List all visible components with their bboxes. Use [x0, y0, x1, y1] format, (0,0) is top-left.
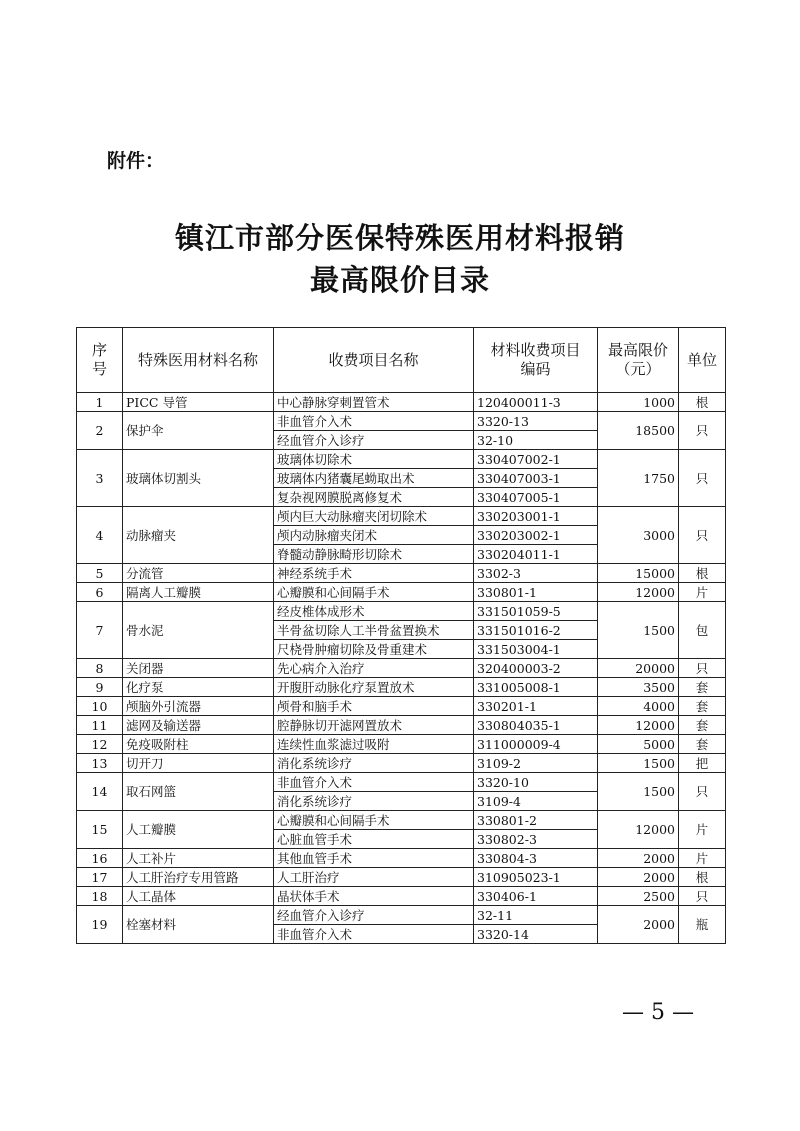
table-row: [77, 602, 726, 621]
document-title: 镇江市部分医保特殊医用材料报销: [174, 221, 625, 255]
cell-unit: 只: [679, 412, 726, 450]
cell-unit: 包: [679, 602, 726, 659]
cell-price: 2000: [598, 868, 679, 887]
header-seq: 序号: [77, 328, 123, 393]
cell-code: 330204011-1: [474, 545, 598, 564]
attachment-label: 附件：: [107, 150, 165, 172]
cell-project: 半骨盆切除人工半骨盆置换术: [274, 621, 474, 640]
cell-material: 人工晶体: [123, 887, 274, 906]
cell-code: 330804-3: [474, 849, 598, 868]
cell-price: 15000: [598, 564, 679, 583]
cell-code: 3109-4: [474, 792, 598, 811]
cell-project: 心瓣膜和心间隔手术: [274, 583, 474, 602]
table-row: [77, 773, 726, 792]
table-row: [77, 564, 726, 583]
cell-code: 330407002-1: [474, 450, 598, 469]
cell-project: 神经系统手术: [274, 564, 474, 583]
cell-price: 1750: [598, 450, 679, 507]
cell-project: 消化系统诊疗: [274, 792, 474, 811]
cell-project: 经血管介入诊疗: [274, 906, 474, 925]
cell-code: 3320-14: [474, 925, 598, 944]
cell-project: 非血管介入术: [274, 773, 474, 792]
table-row: [77, 659, 726, 678]
cell-seq: 7: [77, 602, 123, 659]
cell-price: 4000: [598, 697, 679, 716]
table-row: [77, 393, 726, 412]
cell-code: 32-11: [474, 906, 598, 925]
cell-project: 消化系统诊疗: [274, 754, 474, 773]
cell-project: 人工肝治疗: [274, 868, 474, 887]
cell-project: 连续性血浆滤过吸附: [274, 735, 474, 754]
cell-price: 2500: [598, 887, 679, 906]
cell-code: 330801-1: [474, 583, 598, 602]
page-number: — 5 —: [622, 1000, 694, 1025]
cell-material: 隔离人工瓣膜: [123, 583, 274, 602]
cell-project: 玻璃体内猪囊尾蚴取出术: [274, 469, 474, 488]
cell-price: 2000: [598, 849, 679, 868]
cell-seq: 3: [77, 450, 123, 507]
table-row: [77, 507, 726, 526]
cell-code: 330801-2: [474, 811, 598, 830]
cell-material: 颅脑外引流器: [123, 697, 274, 716]
cell-price: 3500: [598, 678, 679, 697]
cell-unit: 根: [679, 868, 726, 887]
cell-project: 玻璃体切除术: [274, 450, 474, 469]
cell-code: 3320-13: [474, 412, 598, 431]
table-body: [77, 393, 726, 944]
cell-material: 取石网篮: [123, 773, 274, 811]
header-project: 收费项目名称: [274, 328, 474, 393]
cell-material: 人工补片: [123, 849, 274, 868]
cell-material: 切开刀: [123, 754, 274, 773]
cell-unit: 瓶: [679, 906, 726, 944]
cell-unit: 把: [679, 754, 726, 773]
cell-seq: 17: [77, 868, 123, 887]
cell-price: 12000: [598, 583, 679, 602]
cell-code: 331005008-1: [474, 678, 598, 697]
table-row: [77, 716, 726, 735]
cell-unit: 根: [679, 393, 726, 412]
cell-seq: 1: [77, 393, 123, 412]
cell-code: 331501016-2: [474, 621, 598, 640]
table-row: [77, 811, 726, 830]
cell-code: 330203001-1: [474, 507, 598, 526]
table-row: [77, 697, 726, 716]
cell-material: 化疗泵: [123, 678, 274, 697]
cell-price: 12000: [598, 716, 679, 735]
cell-material: 关闭器: [123, 659, 274, 678]
cell-unit: 套: [679, 716, 726, 735]
cell-seq: 6: [77, 583, 123, 602]
header-price: 最高限价（元）: [598, 328, 679, 393]
table-row: [77, 735, 726, 754]
table-row: [77, 849, 726, 868]
cell-unit: 套: [679, 678, 726, 697]
cell-code: 3302-3: [474, 564, 598, 583]
cell-price: 18500: [598, 412, 679, 450]
cell-material: 动脉瘤夹: [123, 507, 274, 564]
cell-project: 复杂视网膜脱离修复术: [274, 488, 474, 507]
cell-seq: 12: [77, 735, 123, 754]
cell-unit: 只: [679, 507, 726, 564]
header-row: [77, 328, 726, 393]
cell-price: 2000: [598, 906, 679, 944]
table-row: [77, 868, 726, 887]
header-material: 特殊医用材料名称: [123, 328, 274, 393]
cell-seq: 2: [77, 412, 123, 450]
cell-code: 3109-2: [474, 754, 598, 773]
table-row: [77, 754, 726, 773]
cell-project: 腔静脉切开滤网置放术: [274, 716, 474, 735]
cell-project: 颅内动脉瘤夹闭术: [274, 526, 474, 545]
document-subtitle: 最高限价目录: [309, 263, 490, 297]
header-unit: 单位: [679, 328, 726, 393]
table-row: [77, 412, 726, 431]
cell-seq: 19: [77, 906, 123, 944]
cell-code: 330406-1: [474, 887, 598, 906]
cell-material: 人工肝治疗专用管路: [123, 868, 274, 887]
cell-project: 其他血管手术: [274, 849, 474, 868]
header-code: 材料收费项目编码: [474, 328, 598, 393]
cell-unit: 只: [679, 887, 726, 906]
cell-unit: 片: [679, 849, 726, 868]
cell-project: 先心病介入治疗: [274, 659, 474, 678]
cell-seq: 8: [77, 659, 123, 678]
cell-seq: 15: [77, 811, 123, 849]
cell-seq: 14: [77, 773, 123, 811]
cell-material: 滤网及输送器: [123, 716, 274, 735]
cell-price: 1000: [598, 393, 679, 412]
cell-material: 保护伞: [123, 412, 274, 450]
cell-price: 1500: [598, 773, 679, 811]
cell-unit: 套: [679, 735, 726, 754]
cell-material: 人工瓣膜: [123, 811, 274, 849]
cell-code: 311000009-4: [474, 735, 598, 754]
cell-seq: 18: [77, 887, 123, 906]
cell-project: 心瓣膜和心间隔手术: [274, 811, 474, 830]
cell-unit: 片: [679, 583, 726, 602]
cell-seq: 11: [77, 716, 123, 735]
cell-project: 非血管介入术: [274, 925, 474, 944]
cell-project: 非血管介入术: [274, 412, 474, 431]
cell-code: 32-10: [474, 431, 598, 450]
cell-project: 中心静脉穿刺置管术: [274, 393, 474, 412]
table-row: [77, 887, 726, 906]
cell-project: 开腹肝动脉化疗泵置放术: [274, 678, 474, 697]
cell-material: PICC 导管: [123, 393, 274, 412]
cell-price: 20000: [598, 659, 679, 678]
table-row: [77, 583, 726, 602]
cell-project: 经皮椎体成形术: [274, 602, 474, 621]
cell-code: 330804035-1: [474, 716, 598, 735]
cell-project: 颅内巨大动脉瘤夹闭切除术: [274, 507, 474, 526]
cell-code: 310905023-1: [474, 868, 598, 887]
cell-price: 5000: [598, 735, 679, 754]
cell-material: 玻璃体切割头: [123, 450, 274, 507]
cell-code: 330203002-1: [474, 526, 598, 545]
cell-project: 经血管介入诊疗: [274, 431, 474, 450]
cell-material: 分流管: [123, 564, 274, 583]
cell-price: 12000: [598, 811, 679, 849]
cell-code: 120400011-3: [474, 393, 598, 412]
cell-project: 心脏血管手术: [274, 830, 474, 849]
cell-code: 330407005-1: [474, 488, 598, 507]
cell-project: 晶状体手术: [274, 887, 474, 906]
cell-price: 1500: [598, 754, 679, 773]
cell-unit: 根: [679, 564, 726, 583]
table-row: [77, 450, 726, 469]
cell-code: 320400003-2: [474, 659, 598, 678]
cell-unit: 只: [679, 773, 726, 811]
cell-price: 1500: [598, 602, 679, 659]
cell-code: 330201-1: [474, 697, 598, 716]
cell-seq: 13: [77, 754, 123, 773]
cell-code: 3320-10: [474, 773, 598, 792]
cell-seq: 16: [77, 849, 123, 868]
cell-material: 免疫吸附柱: [123, 735, 274, 754]
cell-unit: 只: [679, 659, 726, 678]
cell-project: 尺桡骨肿瘤切除及骨重建术: [274, 640, 474, 659]
cell-material: 栓塞材料: [123, 906, 274, 944]
cell-seq: 9: [77, 678, 123, 697]
cell-project: 颅骨和脑手术: [274, 697, 474, 716]
cell-code: 330802-3: [474, 830, 598, 849]
table-row: [77, 678, 726, 697]
cell-price: 3000: [598, 507, 679, 564]
cell-unit: 片: [679, 811, 726, 849]
cell-code: 331501059-5: [474, 602, 598, 621]
cell-seq: 5: [77, 564, 123, 583]
cell-seq: 10: [77, 697, 123, 716]
cell-code: 331503004-1: [474, 640, 598, 659]
cell-material: 骨水泥: [123, 602, 274, 659]
cell-unit: 只: [679, 450, 726, 507]
cell-seq: 4: [77, 507, 123, 564]
cell-project: 脊髓动静脉畸形切除术: [274, 545, 474, 564]
cell-unit: 套: [679, 697, 726, 716]
price-catalog-table: [76, 327, 726, 944]
cell-code: 330407003-1: [474, 469, 598, 488]
table-row: [77, 906, 726, 925]
